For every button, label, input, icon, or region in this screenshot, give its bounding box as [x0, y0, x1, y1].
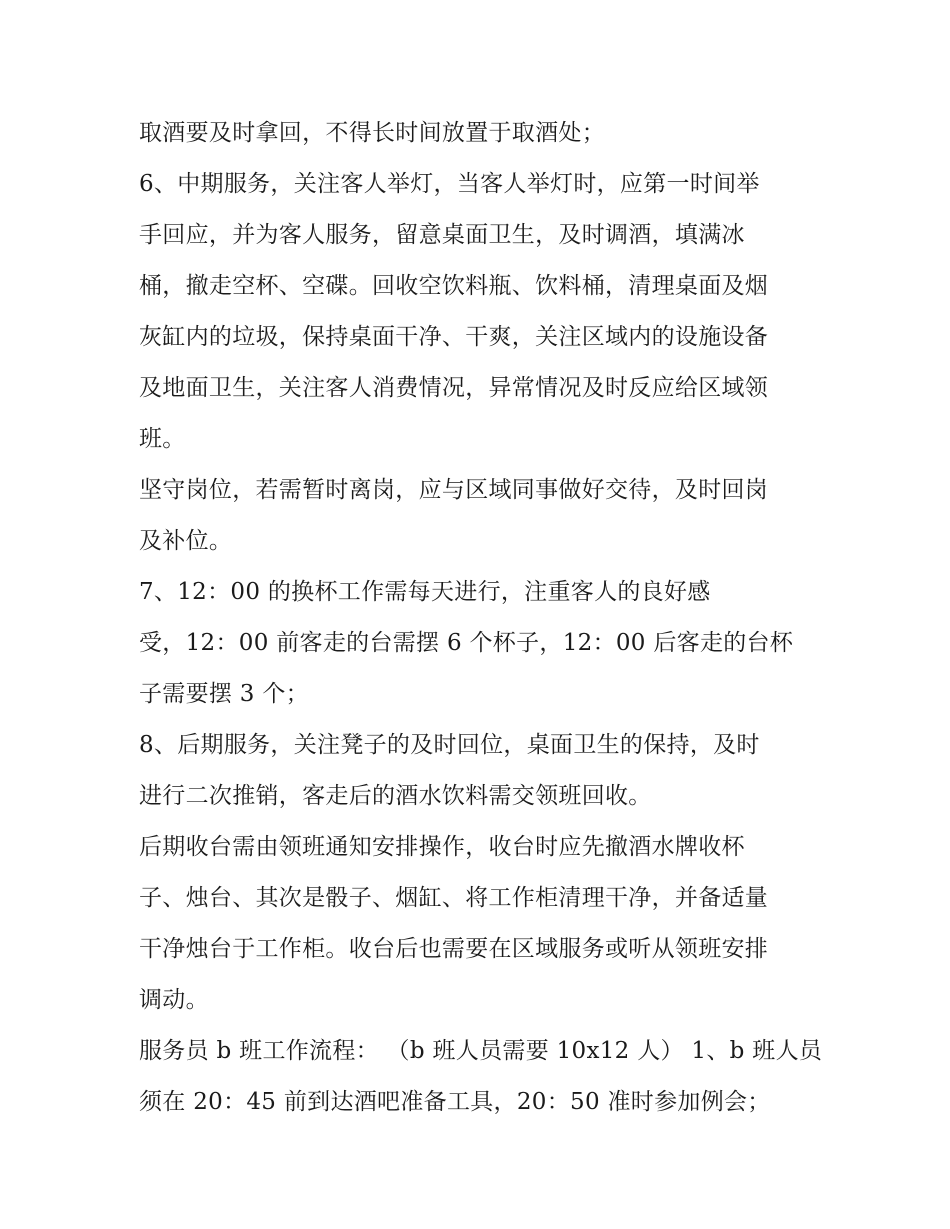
text-line: 取酒要及时拿回，不得长时间放置于取酒处； — [139, 120, 605, 146]
text-line: 服务员 b 班工作流程： （b 班人员需要 10x12 人） 1、b 班人员 — [139, 1038, 823, 1064]
text-line: 坚守岗位，若需暂时离岗，应与区域同事做好交待，及时回岗 — [139, 477, 769, 503]
text-line: 须在 20：45 前到达酒吧准备工具，20：50 准时参加例会； — [139, 1089, 771, 1115]
text-line: 灰缸内的垃圾，保持桌面干净、干爽，关注区域内的设施设备 — [139, 324, 769, 350]
text-line: 8、后期服务，关注凳子的及时回位，桌面卫生的保持，及时 — [139, 732, 760, 758]
text-line: 进行二次推销，客走后的酒水饮料需交领班回收。 — [139, 783, 652, 809]
text-line: 子、烛台、其次是骰子、烟缸、将工作柜清理干净，并备适量 — [139, 885, 769, 911]
text-line: 7、12：00 的换杯工作需每天进行，注重客人的良好感 — [139, 579, 711, 605]
text-line: 受，12：00 前客走的台需摆 6 个杯子，12：00 后客走的台杯 — [139, 630, 794, 656]
text-line: 6、中期服务，关注客人举灯，当客人举灯时，应第一时间举 — [139, 171, 760, 197]
text-line: 调动。 — [139, 987, 209, 1013]
document-body — [139, 108, 823, 1128]
text-line: 桶，撤走空杯、空碟。回收空饮料瓶、饮料桶，清理桌面及烟 — [139, 273, 769, 299]
text-line: 及补位。 — [139, 528, 233, 554]
text-line: 子需要摆 3 个； — [139, 681, 309, 707]
text-line: 及地面卫生，关注客人消费情况，异常情况及时反应给区域领 — [139, 375, 769, 401]
text-line: 干净烛台于工作柜。收台后也需要在区域服务或听从领班安排 — [139, 936, 769, 962]
text-line: 班。 — [139, 426, 186, 452]
text-line: 手回应，并为客人服务，留意桌面卫生，及时调酒，填满冰 — [139, 222, 745, 248]
text-line: 后期收台需由领班通知安排操作，收台时应先撤酒水牌收杯 — [139, 834, 745, 860]
